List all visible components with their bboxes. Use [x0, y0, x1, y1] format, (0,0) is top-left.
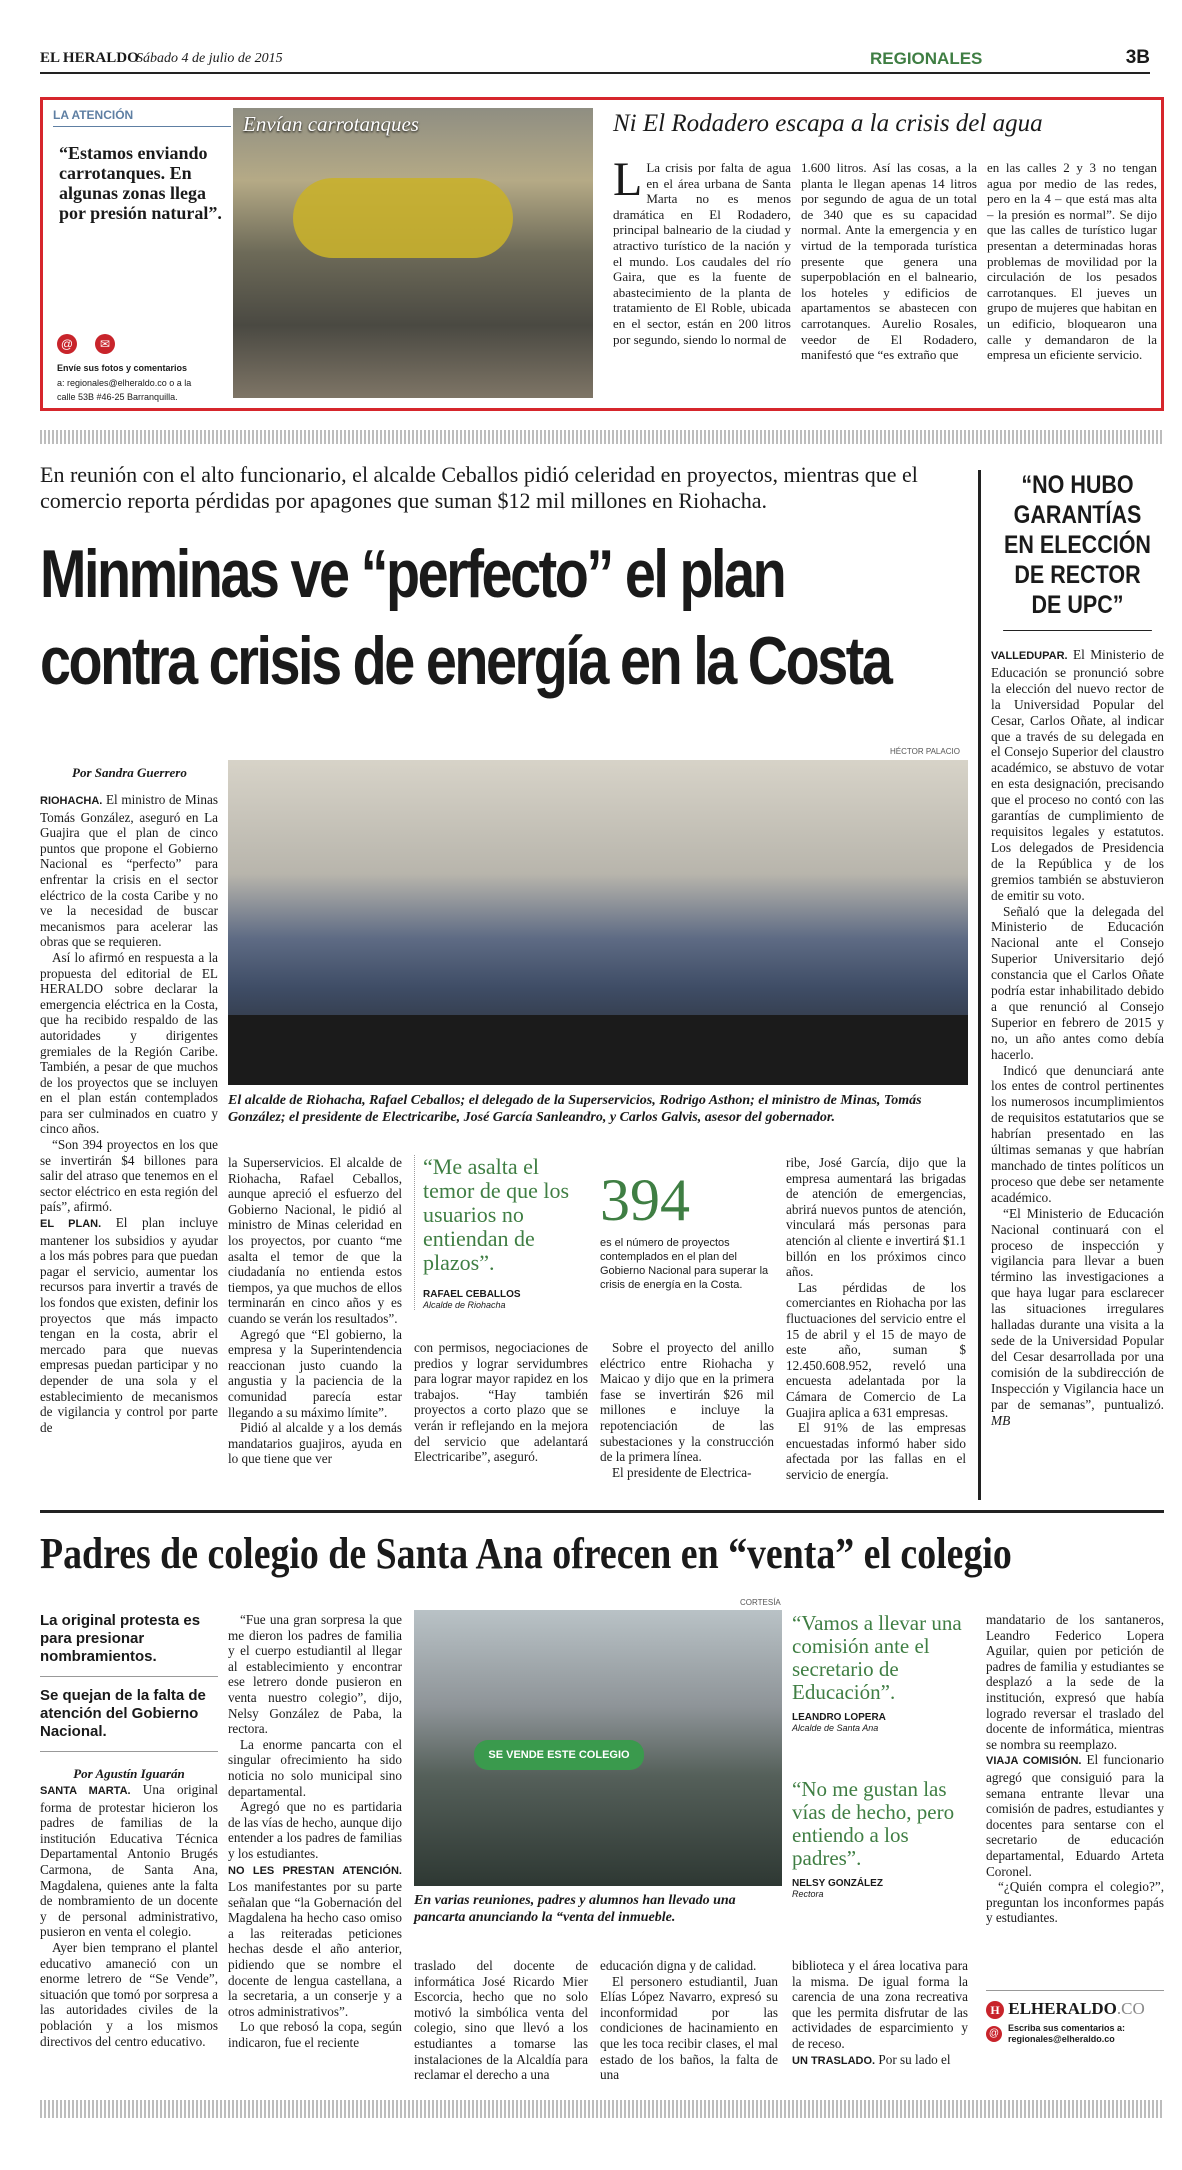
side-story	[978, 470, 1164, 1500]
attention-panel	[53, 108, 231, 402]
main-col2-p2: Agregó que “El gobierno, la empresa y la Superintendencia reaccionan justo cuando la angustia y la paciencia de la comunidad parecía estar llegando a su máximo límite”.	[228, 1326, 402, 1420]
main-byline: Por Sandra Guerrero	[72, 765, 187, 780]
send-title: Envíe sus fotos y comentarios	[57, 363, 188, 373]
attention-quote: “Estamos enviando carrotanques. En algunas zonas llega por presión natural”.	[59, 143, 222, 223]
school-quote-1-role: Alcalde de Santa Ana	[792, 1723, 879, 1733]
school-quote-1-name: LEANDRO LOPERA	[792, 1712, 886, 1723]
main-col4	[600, 1340, 774, 1480]
dropcap: L	[613, 153, 643, 206]
school-caption: En varias reuniones, padres y alumnos han llevado una pancarta anunciando la “venta del inmueble.	[414, 1893, 736, 1925]
school-col6-lead: VIAJA COMISIÓN.	[986, 1755, 1082, 1768]
main-col5-p2: Las pérdidas de los comerciantes en Riohacha por las fluctuaciones del servicio entre el 15 de abril y el 15 de mayo de este año, suman $ 12.450.608.952, reveló una encuesta adelantada por la Cámara de Comercio de La Guajira aplica a 631 empresas.	[786, 1279, 966, 1420]
school-col4-p1: educación digna y de calidad.	[600, 1958, 757, 1973]
school-summary-1: La original protesta es para presionar nombramientos.	[40, 1612, 218, 1677]
promo-h-icon: H	[986, 2001, 1004, 2019]
school-col2-p5: Lo que rebosó la copa, según indicaron, fue el reciente	[228, 2019, 402, 2051]
school-col4-p2: El personero estudiantil, Juan Elías López Navarro, expresó su inconformidad por las condiciones de hacinamiento en que les toca recibir clases, el mal estado de los baños, la falta de una	[600, 1973, 778, 2083]
main-col2-p3: Pidió al alcalde y a los demás mandatarios guajiros, ayuda en lo que tiene que ver	[228, 1420, 402, 1467]
main-col5	[786, 1155, 966, 1482]
main-headline-2: contra crisis de energía en la Costa	[40, 623, 891, 699]
stat-box	[600, 1167, 780, 1292]
school-col2-p1: “Fue una gran sorpresa la que me dieron los padres de familia y el cuerpo estudiantil al llegar al establecimiento y encontrar ese letrero donde pusieron en venta nuestro colegio”, dijo, Nelsy González de Paba, la rectora.	[228, 1612, 402, 1737]
ministers-photo	[228, 760, 968, 1085]
box-col2	[801, 160, 977, 363]
side-headline: “NO HUBO GARANTÍAS EN ELECCIÓN DE RECTOR DE UPC”	[1003, 470, 1152, 631]
main-col1-lead: RIOHACHA.	[40, 795, 103, 807]
section-name: REGIONALES	[870, 49, 983, 68]
box-col1	[613, 153, 791, 347]
box-headline: Ni El Rodadero escapa a la crisis del agua	[613, 110, 1043, 137]
school-col1-lead: SANTA MARTA.	[40, 1785, 131, 1797]
promo-logo-suffix: .CO	[1116, 1999, 1145, 2018]
school-summary	[40, 1612, 218, 1782]
stat-text: es el número de proyectos contemplados en el plan del Gobierno Nacional para superar la crisis de energía en la Costa.	[600, 1237, 769, 1291]
side-body	[991, 647, 1164, 1428]
send-line2: calle 53B #46-25 Barranquilla.	[57, 392, 178, 402]
box-col3-text: en las calles 2 y 3 no tengan agua por medio de las redes, pero en la 4 – que está mas alta – la presión es normal”. Se dijo que las calles de turístico lugar presentan a determinadas horas problemas de movilidad por la circulación de los pesados carrotanques. El jueves un grupo de mujeres que habitan en un edificio, bloquearon una calle y demandaron de la empresa un eficiente servicio.	[987, 160, 1157, 363]
at-icon[interactable]: @	[57, 334, 77, 354]
promo-title: Escriba sus comentarios a:	[1008, 2023, 1126, 2033]
stat-number: 394	[600, 1167, 690, 1233]
box-col2-text: 1.600 litros. Así las cosas, a la planta le llegan apenas 14 litros por segundo de agua de un total de 340 que es su capacidad normal. Ante la emergencia y en virtud de la temporada turística presente que genera una superpoblación en el balneario, los hoteles y edificios de apartamentos se abastecen con carrotanques. Aurelio Rosales, veedor de El Rodadero, manifestó que “es extraño que	[801, 160, 977, 363]
school-col6-p3: “¿Quién compra el colegio?”, preguntan los inconformes papás y estudiantes.	[986, 1879, 1164, 1926]
web-promo	[986, 1990, 1164, 2045]
school-col6	[986, 1612, 1164, 1926]
school-quote-1	[792, 1612, 972, 1733]
school-col5-lead: UN TRASLADO.	[792, 2054, 876, 2067]
page-number: 3B	[1125, 47, 1150, 68]
section-rule	[40, 1510, 1164, 1513]
mail-icon[interactable]: ✉	[95, 334, 115, 354]
divider-stripe-bottom	[40, 2100, 1164, 2118]
main-col2-p1: la Superservicios. El alcalde de Riohacha, Rafael Ceballos, aunque apreció el esfuerzo del Gobierno Nacional, le pidió al ministro de Minas celeridad en los proyectos, por cuanto “me asalta el temor de que la ciudadanía no entienda estos tiempos, ya que muchos de ellos terminarán en cinco años y es cuando se verán los resultados”.	[228, 1155, 402, 1326]
main-col1-lead2: EL PLAN.	[40, 1218, 102, 1231]
attention-label: LA ATENCIÓN	[53, 108, 231, 127]
side-p2: Señaló que la delegada del Ministerio de Educación Nacional ante el Consejo Superior Universitario dejó constancia que el Carlos Oñate podría estar inhabilitado debido a que renunció al Consejo Superior en febrero de 2015 y no, un año antes como debía hacerlo.	[991, 903, 1164, 1062]
side-sig: MB	[991, 1412, 1011, 1428]
main-col3	[414, 1340, 588, 1465]
page-date: Sábado 4 de julio de 2015	[136, 51, 283, 66]
school-col5-p1: biblioteca y el área locativa para la misma. De igual forma la carencia de una zona recreativa que les permita disfrutar de las actividades de esparcimiento y de receso.	[792, 1958, 968, 2051]
table-shape	[228, 1015, 968, 1085]
school-col4	[600, 1958, 778, 2083]
side-p1: El Ministerio de Educación se pronunció sobre la elección del nuevo rector de la Universidad Popular del Cesar, Carlos Oñate, al indicar que a través de su delegada en el Consejo Superior del claustro académico, se abstuvo de votar en esta designación, precisando que el proceso no contó con las garantías de cumplimiento de requisitos legales y estatutos. Los delegados de Presidencia de la República y de los gremios también se abstuvieron de emitir su voto.	[991, 647, 1164, 903]
school-sign: SE VENDE ESTE COLEGIO	[474, 1740, 644, 1770]
main-col1-p3: “Son 394 proyectos en los que se invertirán $4 billones para salir del atraso que tenemos en el sector eléctrico en esta región del país”, afirmó.	[40, 1137, 218, 1215]
box-col1-text: La crisis por falta de agua en el área urbana de Santa Marta no es menos dramática en El Rodadero, principal balneario de la ciudad y atractivo turístico de la nación y el mundo. Los caudales del río Gaira, que es la fuente de abastecimiento de la planta de tratamiento de El Roble, ubicada en el sector, están en 200 litros por segundo, siendo lo normal de	[613, 160, 791, 347]
truck-tank-shape	[293, 178, 513, 258]
school-byline: Por Agustín Iguarán	[73, 1766, 185, 1781]
main-quote-text: “Me asalta el temor de que los usuarios no entiendan de plazos”.	[423, 1154, 570, 1275]
side-p4: “El Ministerio de Educación Nacional continuará con el proceso de inspección y vigilancia para llevar a buen término las investigaciones a que haya lugar para esclarecer las situaciones irregulares halladas durante una visita a la sede de la Universidad Popular del Cesar desarrollada por una comisión de la subdirección de Inspección y Vigilancia hace un par de semanas”, puntualizó.	[991, 1205, 1164, 1412]
school-col2-p2: La enorme pancarta con el singular ofrecimiento ha sido noticia no solo municipal sino departamental.	[228, 1736, 402, 1799]
main-caption: El alcalde de Riohacha, Rafael Ceballos; el delegado de la Superservicios, Rodrigo Asthon; el ministro de Minas, Tomás González; el presidente de Electricaribe, José García Sanleandro, y Carlos Galvis, asesor del gobernador.	[228, 1093, 922, 1125]
paper-name: EL HERALDO	[40, 50, 139, 66]
school-quote-2	[792, 1778, 972, 1899]
school-col3	[414, 1958, 588, 2083]
school-col5	[792, 1958, 968, 2069]
box-col3	[987, 160, 1157, 363]
page-header	[40, 46, 1150, 74]
contact-icons	[57, 334, 115, 354]
school-quote-2-role: Rectora	[792, 1889, 824, 1899]
school-headline: Padres de colegio de Santa Ana ofrecen en “venta” el colegio	[40, 1529, 1012, 1578]
side-lead: VALLEDUPAR.	[991, 650, 1068, 662]
promo-logo	[986, 1999, 1164, 2019]
main-deck: En reunión con el alto funcionario, el alcalde Ceballos pidió celeridad en proyectos, mientras que el comercio reporta pérdidas por apagones que suman $12 mil millones en Riohacha.	[40, 462, 918, 513]
school-quote-1-text: “Vamos a llevar una comisión ante el secretario de Educación”.	[792, 1611, 962, 1704]
main-headline-1: Minminas ve “perfecto” el plan	[40, 536, 785, 612]
main-col2	[228, 1155, 402, 1467]
main-col3-p1: con permisos, negociaciones de predios y lograr servidumbres para lograr mayor rapidez en los trabajos. “Hay también proyectos a corto plazo que se verán ir reflejando en la mejora del servicio que adelantará Electricaribe”, aseguró.	[414, 1340, 588, 1465]
send-line1: a: regionales@elheraldo.co o a la	[57, 378, 192, 388]
school-col3-p1: traslado del docente de informática José Ricardo Mier Escorcia, hecho que no solo motivó la simbólica venta del colegio, sino que llevó a los estudiantes a tomarse las instalaciones de la Alcaldía para reclamar el derecho a una	[414, 1958, 588, 2083]
school-summary-2: Se quejan de la falta de atención del Gobierno Nacional.	[40, 1687, 218, 1752]
main-col1	[40, 792, 218, 1435]
main-col5-p1: ribe, José García, dijo que la empresa aumentará las brigadas de atención de emergencias, abrirá nuevos puntos de atención, vinculará más personas para atención al cliente e invertirá $1.1 billón en los próximos cinco años.	[786, 1155, 966, 1280]
main-col4-p2: El presidente de Electrica-	[612, 1464, 752, 1480]
main-col1-p1: El ministro de Minas Tomás González, aseguró en La Guajira que el plan de cinco puntos que propone el Gobierno Nacional es “perfecto” para enfrentar la crisis en el sector eléctrico de la costa Caribe y no ve la necesidad de buscar mecanismos para acelerar las obras que se requieren.	[40, 792, 218, 950]
school-col2	[228, 1612, 402, 2051]
promo-at-icon[interactable]: @	[986, 2026, 1002, 2042]
main-col4-p1: Sobre el proyecto del anillo eléctrico entre Riohacha y Maicao y dijo que en la primera fase se invertirán $26 mil millones e incluye la repotenciación de las subestaciones y la construcción de la primera línea.	[600, 1340, 774, 1465]
main-col1-p4: El plan incluye mantener los subsidios y ayudar a los más pobres para que puedan pagar el servicio, aumentar los recursos para invertir a través de los fondos que existen, definir los proyectos que más impacto tengan en la costa, abrir el mercado para que nuevas empresas puedan participar y no depender de una sola y el establecimiento de mecanismos de vigilancia y control por parte de	[40, 1215, 219, 1435]
main-col1-p2: Así lo afirmó en respuesta a la propuesta del editorial de EL HERALDO sobre declarar la emergencia eléctrica en la Costa, que ha recibido respaldo de las autoridades y dirigentes gremiales de la Región Caribe. También, a pesar de que muchos de los proyectos que se incluyen en el plan están contemplados para ser culminados en cuatro y cinco años.	[40, 949, 218, 1137]
main-col5-p3: El 91% de las empresas encuestadas informó haber sido afectada por las fallas en el servicio de energía.	[786, 1420, 966, 1482]
water-truck-photo	[233, 108, 593, 398]
main-photo-credit: HÉCTOR PALACIO	[890, 747, 960, 756]
promo-email[interactable]: regionales@elheraldo.co	[1008, 2034, 1115, 2044]
divider-stripe-1	[40, 430, 1164, 444]
side-p3: Indicó que denunciará ante los entes de control pertinentes los numerosos incumplimientos de requisitos estatutarios que se habrían presentado en las últimas semanas y que habrían manchado de tintes políticos un proceso que debe ser netamente académico.	[991, 1062, 1164, 1205]
school-col1	[40, 1782, 218, 2049]
main-quote-name: RAFAEL CEBALLOS	[423, 1289, 521, 1300]
school-col1-p1: Una original forma de protestar hicieron los padres de familias de la institución Educativa Técnica Departamental Antonio Brugés Carmona, de Santa Ana, Magdalena, quienes ante la falta de nombramiento de un docente y de personal administrativo, pusieron en venta el colegio.	[40, 1782, 218, 1940]
water-crisis-box	[40, 97, 1164, 411]
school-col2-p3: Agregó que no es partidaria de las vías de hecho, aunque dijo entender a los padres de familias y los estudiantes.	[228, 1799, 402, 1861]
school-photo-credit: CORTESÍA	[740, 1598, 781, 1607]
school-col6-p2: El funcionario agregó que consiguió para la semana entrante llevar una comisión de padres, estudiantes y docentes para sentarse con el secretario de educación departamental, Eduardo Arteta Coronel.	[986, 1752, 1165, 1879]
school-col1-p2: Ayer bien temprano el plantel educativo amaneció con un enorme letrero de “Se Vende”, situación que tomó por sorpresa a las autoridades civiles de la población y a los mismos directivos del centro educativo.	[40, 1939, 218, 2049]
school-col2-lead: NO LES PRESTAN ATENCIÓN.	[228, 1864, 402, 1877]
promo-logo-text: ELHERALDO	[1008, 1999, 1117, 2018]
school-col5-p2: Por su lado el	[878, 2051, 951, 2067]
main-quote-role: Alcalde de Riohacha	[423, 1300, 506, 1310]
school-photo	[414, 1610, 782, 1886]
school-quote-2-text: “No me gustan las vías de hecho, pero entiendo a los padres”.	[792, 1777, 955, 1870]
photo-caption: Envían carrotanques	[243, 112, 419, 136]
school-quote-2-name: NELSY GONZÁLEZ	[792, 1878, 883, 1889]
school-col6-p1: mandatario de los santaneros, Leandro Federico Lopera Aguilar, quien por petición de padres de familia y estudiantes se desplazó a la sede de la institución, expresó que había logrado reversar el traslado del docente de informática, mientras se nombra su reemplazo.	[986, 1612, 1164, 1752]
main-quote	[414, 1155, 584, 1310]
school-col2-p4: Los manifestantes por su parte señalan que “la Gobernación del Magdalena ha hecho caso omiso a las reiteradas peticiones hechas desde el año anterior, pidiendo que se nombre el docente de lengua castellana, a la secretaria, a un conserje y a otros administrativos”.	[228, 1879, 402, 2019]
